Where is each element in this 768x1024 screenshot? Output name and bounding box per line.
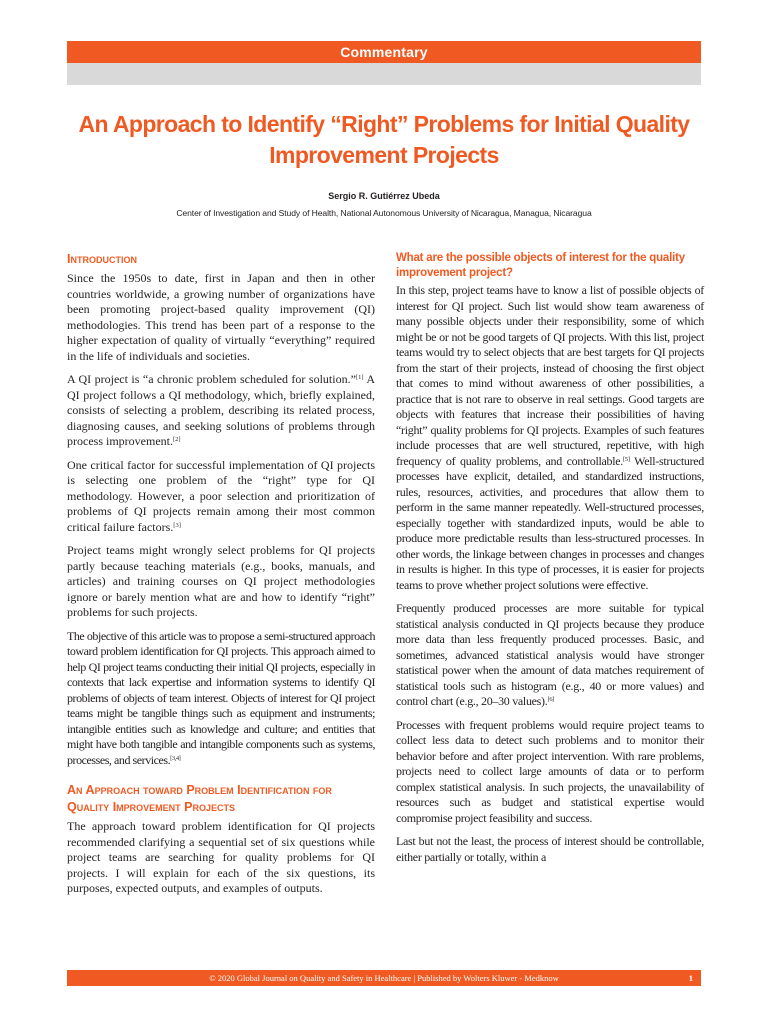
- left-column: [67, 251, 375, 905]
- citation-ref[interactable]: [6]: [547, 696, 555, 703]
- intro-p5-body: The objective of this article was to propose a semi-structured approach toward problem identification for QI projects. This approach aimed to help QI project teams conducting their initial QI projects, especially in contexts that lack expertise and information systems to identify QI problems of objects of team interest. Objects of interest for QI project teams might be tangible things such as equipment and instruments; intangible entities such as knowledge and culture; and entities that might have both tangible and intangible components such as systems, processes, and services.: [67, 628, 375, 767]
- citation-ref[interactable]: [5]: [623, 455, 630, 463]
- page-number: 1: [688, 973, 693, 983]
- introduction-heading: Introduction: [67, 252, 137, 266]
- intro-p3-body: One critical factor for successful implementation of QI projects is selecting one problem of the “right” type for QI methodology. However, a poor selection and prioritization of problems of QI projects remain among their most common critical failure factors.: [67, 457, 375, 534]
- footer-copyright: © 2020 Global Journal on Quality and Safety in Healthcare | Published by Wolters Kluwer - Medknow: [209, 973, 559, 983]
- right-column: [396, 251, 704, 873]
- intro-paragraph-4: Project teams might wrongly select problems for QI projects partly because teaching materials (e.g., books, manuals, and articles) and training courses on QI project methodologies ignore or barely mention what are and how to identify “right” problems for such projects.: [67, 543, 375, 619]
- section-label: Commentary: [340, 44, 428, 60]
- objects-paragraph-1: [396, 283, 704, 593]
- section-label-banner: [67, 41, 701, 63]
- citation-ref[interactable]: [3]: [173, 521, 181, 529]
- intro-paragraph-5: [67, 629, 375, 769]
- objects-p1-body: Well-structured processes have explicit, detailed, and standardized instructions, rules, resources, activities, and procedures that allow them to perform in the same manner repeatedly. Well-structured processes, especially together with standardized inputs, would be able to produce more predictable results than less-structured processes. In other words, the linkage between changes in processes and changes in results is higher. In this type of processes, it is easier for projects teams to prove whether project solutions were effective.: [396, 453, 704, 592]
- intro-paragraph-1: Since the 1950s to date, first in Japan and then in other countries worldwide, a growing number of organizations have been promoting project-based quality improvement (QI) methodologies. This trend has been part of a response to the higher expectation of quality of virtually “everything” required in the life of individuals and societies.: [67, 271, 375, 363]
- citation-ref[interactable]: [1]: [355, 374, 364, 381]
- author-affiliation: Center of Investigation and Study of Health, National Autonomous University of Nicaragua, Managua, Nicaragua: [176, 208, 592, 218]
- citation-ref[interactable]: [3,4]: [170, 754, 181, 762]
- objects-paragraph-3: Processes with frequent problems would require project teams to collect less data to detect such problems and to monitor their behavior before and after project intervention. With rare problems, projects need to collect large amounts of data or to perform complex statistical analysis. In such projects, the unavailability of resources such as budget and statistical expertise would compromise project feasibility and success.: [396, 717, 704, 825]
- page-footer: [67, 970, 701, 986]
- intro-paragraph-3: [67, 458, 375, 536]
- objects-paragraph-2: [396, 601, 704, 710]
- approach-paragraph-1: The approach toward problem identification for QI projects recommended clarifying a sequential set of six questions while project teams are searching for quality problems for QI projects. I will explain for each of the six questions, its purposes, expected outputs, and examples of outputs.: [67, 819, 375, 895]
- intro-p2-body: A QI project follows a QI methodology, which, briefly explained, consists of selecting a problem, describing its related process, diagnosing causes, and seeking solutions of problems through process improvement.: [67, 372, 375, 448]
- intro-paragraph-2: [67, 372, 375, 450]
- article-title: An Approach to Identify “Right” Problems for Initial Quality Improvement Projects: [78, 111, 690, 168]
- approach-heading: An Approach toward Problem Identification for Quality Improvement Projects: [67, 783, 332, 814]
- objects-of-interest-heading: What are the possible objects of interest for the quality improvement project?: [396, 252, 685, 279]
- header-grey-bar: [67, 63, 701, 85]
- citation-ref[interactable]: [2]: [172, 436, 181, 443]
- objects-p1-lead: In this step, project teams have to know a list of possible objects of interest for QI project. Such list would show team awareness of many possible objects under their responsibility, some of which might be or not be good targets of QI projects. With this list, project teams would try to select objects that are best targets for QI projects from the start of their projects, instead of choosing the first object that comes to mind without awareness of other possibilities, a practice that is not rare to observe in real settings. Good targets are objects with features that increase their possibilities of having “right” quality problems for QI projects. Examples of such features include processes that are well structured, repetitive, with high frequency of quality problems, and controllable.: [396, 283, 704, 468]
- intro-p2-lead: A QI project is “a chronic problem scheduled for solution.”: [67, 372, 356, 386]
- article-author: Sergio R. Gutiérrez Ubeda: [328, 191, 440, 201]
- objects-paragraph-4: Last but not the least, the process of interest should be controllable, either partially or totally, within a: [396, 834, 704, 864]
- objects-p2-body: Frequently produced processes are more suitable for typical statistical analysis conducted in QI projects because they produce more data than less frequently produced processes. Basic, and sometimes, advanced statistical analysis would have stronger statistical power when the amount of data matches requirement of statistical tools such as histogram (e.g., 40 or more values) and control chart (e.g., 20–30 values).: [396, 601, 704, 708]
